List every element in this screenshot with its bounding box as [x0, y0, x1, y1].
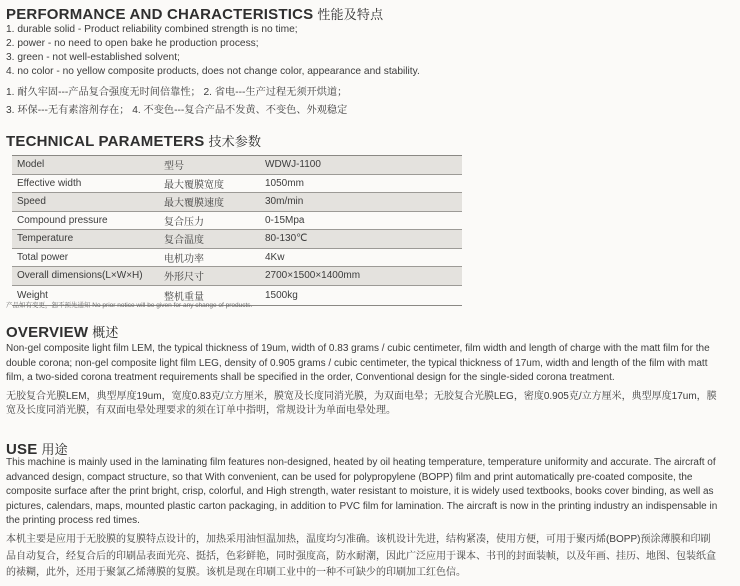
performance-item: 2. power - no need to open bake he production process;: [6, 38, 259, 49]
use-line: advanced design, compact structure, so that With convenient, can be used for polypropylene (BOPP) film and print automatically pre-coated composite, the: [6, 471, 693, 483]
param-value: 30m/min: [260, 193, 462, 212]
table-row: [12, 248, 462, 267]
technical-title-cn: 技术参数: [208, 134, 262, 149]
table-row: [12, 230, 462, 249]
overview-line: double corona; non-gel composite light film LEG, density of 0.905 grams / cubic centimeter, the typical thickness of 17um, width and length of the film with matt: [6, 357, 708, 369]
technical-parameters-table: [12, 155, 462, 306]
param-name-cn: 整机重量: [159, 285, 260, 305]
table-row: [12, 193, 462, 212]
param-value: WDWJ-1100: [260, 156, 462, 175]
param-value: 80-130℃: [260, 230, 462, 249]
use-line-cn: 本机主要是应用于无胶膜的复膜特点设计的，加热采用油恒温加热，温度均匀准确。该机设计先进，结构紧凑，使用方便，可用于聚丙烯(BOPP)预涂薄膜和印刷: [6, 533, 711, 545]
table-row: [12, 156, 462, 175]
overview-line-cn: 宽及长度同消光膜，有双面电晕处理要求的须在订单中指明，常规设计为单面电晕处理。: [6, 405, 396, 417]
use-line: This machine is mainly used in the laminating film features non-designed, heated by oil heating temperature, temperature uniformity and accurate. The aircraft of: [6, 457, 716, 468]
table-row: [12, 267, 462, 286]
param-value: 0-15Mpa: [265, 214, 305, 226]
param-value: 2700×1500×1400mm: [260, 267, 462, 286]
change-notice: 产品如有变更，恕不预先通知 No prior notice will be given for any change of products.: [6, 302, 253, 309]
param-name-cn: 最大覆膜速度: [159, 193, 260, 212]
param-name-cn: 型号: [159, 156, 260, 175]
use-line: the printing process red times.: [6, 515, 140, 527]
param-name-cn: 复合温度: [159, 230, 260, 249]
use-line: composite surface after the print bright, crisp, colorful, and High strength, water resistant to moisture, it is widely used textbooks, books cover binding, as well as: [6, 486, 714, 498]
param-name: Temperature: [12, 230, 159, 249]
param-name: Speed: [12, 193, 159, 212]
overview-title-cn: 概述: [92, 325, 119, 340]
performance-item: 3. green - not well-established solvent;: [6, 52, 180, 63]
use-line: pictures, calendars, maps, mounted plastic carton packaging, in addition to PVC film for lamination. The aircraft is now in the printing industry an indispensable in: [6, 500, 718, 512]
technical-heading: [6, 131, 261, 150]
performance-heading: [6, 4, 383, 23]
performance-title: PERFORMANCE AND CHARACTERISTICS: [6, 6, 314, 23]
param-name-cn: 复合压力: [164, 216, 204, 228]
table-row: [12, 211, 462, 230]
overview-body: [6, 342, 734, 419]
overview-line: Non-gel composite light film LEM, the typical thickness of 19um, width of 0.83 grams / cubic centimeter, film width and length of charge with the matt film for the: [6, 343, 710, 354]
param-name: Model: [12, 156, 159, 175]
param-name: Effective width: [17, 177, 82, 189]
performance-item-cn: 1. 耐久牢固---产品复合强度无时间倍靠性； 2. 省电---生产过程无须开烘道；: [6, 87, 348, 98]
param-name: Overall dimensions(L×W×H): [12, 267, 159, 286]
use-title: USE: [6, 441, 38, 458]
overview-heading: [6, 322, 119, 341]
technical-title: TECHNICAL PARAMETERS: [6, 133, 205, 150]
use-line-cn: 品自动复合，经复合后的印刷品表面光亮、挺括，色彩鲜艳，同时强度高，防水耐潮，因此广泛应用于课本、书刊的封面装帧，以及年画、挂历、地图、包装纸盒: [6, 550, 716, 562]
param-name: Compound pressure: [17, 214, 108, 226]
performance-item: 1. durable solid - Product reliability combined strength is no time;: [6, 24, 298, 35]
param-value: 1050mm: [265, 177, 304, 189]
param-name-cn: 电机功率: [164, 253, 204, 265]
performance-title-cn: 性能及特点: [317, 7, 384, 22]
use-title-cn: 用途: [41, 442, 68, 457]
performance-item: 4. no color - no yellow composite products, does not change color, appearance and stability.: [6, 66, 420, 77]
param-name-cn: 最大覆膜宽度: [164, 179, 224, 191]
use-body: [6, 456, 734, 581]
performance-item-cn: 3. 环保---无有素溶剂存在； 4. 不变色---复合产品不发黄、不变色、外观稳定: [6, 105, 348, 116]
table-row: [12, 174, 462, 193]
param-value: 1500kg: [260, 285, 462, 305]
param-name-cn: 外形尺寸: [159, 267, 260, 286]
overview-line: film, a two-sided corona treatment requirements shall be specified in the order, Conventional design for the single-sided corona treatment.: [6, 372, 615, 384]
param-value: 4Kw: [265, 251, 285, 263]
param-name: Total power: [17, 251, 69, 263]
param-name: Weight: [12, 285, 159, 305]
overview-title: OVERVIEW: [6, 324, 89, 341]
overview-line-cn: 无胶复合光膜LEM，典型厚度19um，宽度0.83克/立方厘米，膜宽及长度同消光膜，为双面电晕；无胶复合光膜LEG，密度0.905克/立方厘米，典型厚度17um，膜: [6, 390, 717, 402]
use-line-cn: 的裱糊，此外，还用于聚氯乙烯薄膜的复膜。该机是现在印刷工业中的一种不可缺少的印刷加工红色信。: [6, 567, 466, 579]
